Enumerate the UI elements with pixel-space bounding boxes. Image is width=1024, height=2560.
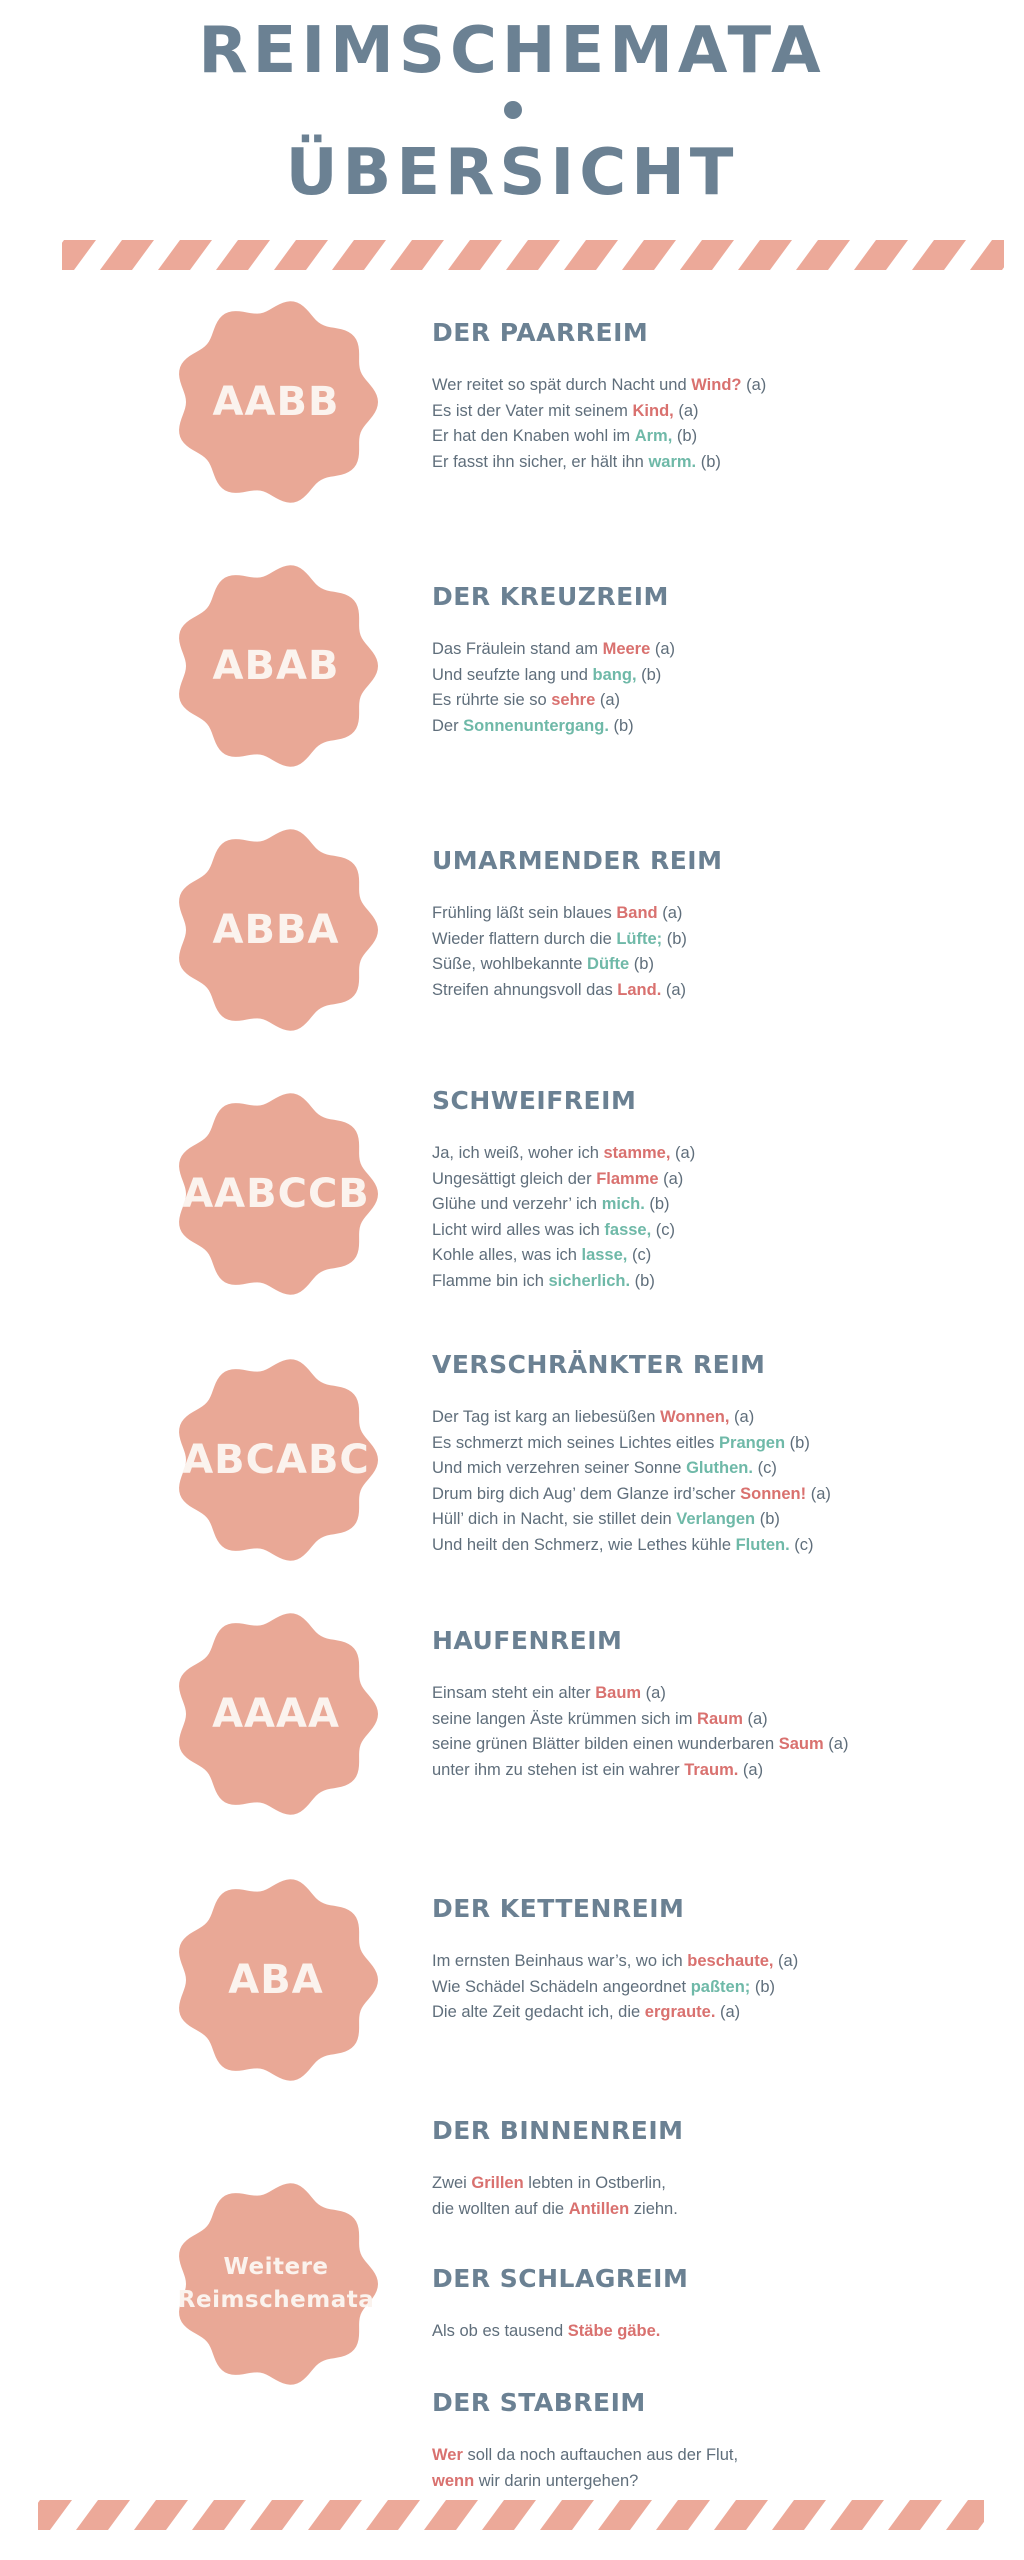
stripe [598, 2500, 652, 2530]
badge-aabb [172, 298, 380, 506]
poem-text: Und mich verzehren seiner Sonne [432, 1459, 687, 1478]
rhyme-word: bang, [592, 665, 637, 684]
badge-aaaa [172, 1610, 380, 1818]
rhyme-word: sicherlich. [548, 1271, 631, 1290]
poem-text: (a) [670, 1144, 696, 1162]
poem-line [432, 1431, 831, 1457]
badge-label: ABCABC [182, 1437, 370, 1483]
poem-text: Kohle alles, was ich [432, 1246, 582, 1265]
stripe [796, 240, 850, 270]
poem-text: Frühling läßt sein blaues [432, 904, 617, 922]
poem-text: unter ihm zu stehen ist ein wahrer [432, 1760, 685, 1779]
section-heading: HAUFENREIM [432, 1626, 623, 1655]
poem-lines [432, 2443, 738, 2494]
rhyme-word: fasse, [604, 1220, 652, 1239]
rhyme-word: Antillen [568, 2199, 630, 2218]
poem-text: (a) [661, 980, 687, 999]
poem-lines [432, 1949, 798, 2026]
rhyme-word: Kind, [632, 401, 674, 420]
poem-line [432, 663, 675, 689]
poem-line [432, 2171, 684, 2197]
poem-text: Im ernsten Beinhaus war’s, wo ich [432, 1952, 688, 1970]
poem-text: Zwei [432, 2174, 472, 2192]
poem-text: Drum birg dich Aug’ dem Glanze ird’scher [432, 1484, 741, 1503]
badge-label: AAAA [212, 1691, 340, 1737]
poem-text: (b) [636, 665, 662, 684]
poem-text: (b) [662, 929, 687, 948]
rhyme-word: stamme, [603, 1144, 671, 1162]
section-stabreim [432, 2388, 738, 2494]
poem-line [432, 1533, 831, 1559]
poem-line [432, 450, 766, 476]
stripe [332, 240, 386, 270]
rhyme-word: Meere [602, 640, 651, 658]
poem-text: (b) [672, 427, 698, 446]
poem-text: Hüll’ dich in Nacht, sie stillet dein [432, 1510, 677, 1529]
section-umarmender-reim [432, 846, 722, 1003]
rhyme-word: Land. [617, 980, 662, 999]
poem-text: Süße, wohlbekannte [432, 955, 588, 974]
poem-text: (c) [752, 1459, 777, 1478]
section-haufenreim [432, 1626, 848, 1783]
poem-text: Er fasst ihn sicher, er hält ihn [432, 452, 649, 471]
poem-lines [432, 2319, 688, 2345]
poem-text: (a) [715, 2003, 741, 2022]
section-heading: DER BINNENREIM [432, 2116, 684, 2145]
poem-text: (b) [644, 1195, 670, 1214]
rhyme-word: Lüfte; [616, 929, 663, 948]
stripe [390, 240, 444, 270]
rhyme-word: sehre [551, 691, 596, 710]
poem-text: seine grünen Blätter bilden einen wunderbaren [432, 1735, 779, 1754]
poem-text: lebten in Ostberlin, [523, 2174, 666, 2192]
poem-text: (b) [696, 452, 721, 471]
stripe [192, 2500, 246, 2530]
poem-line [432, 424, 766, 450]
stripe [946, 2500, 984, 2530]
poem-text: (b) [629, 955, 654, 974]
stripe [854, 240, 908, 270]
badge-abab [172, 562, 380, 770]
poem-line [432, 1732, 848, 1758]
poem-text: (a) [658, 1169, 684, 1188]
stripe [970, 240, 1004, 270]
rhyme-word: warm. [648, 452, 697, 471]
stripe [76, 2500, 130, 2530]
section-heading: DER PAARREIM [432, 318, 649, 347]
rhyme-word: Verlangen [676, 1510, 756, 1529]
poem-text: Streifen ahnungsvoll das [432, 980, 618, 999]
poem-text: Und seufzte lang und [432, 665, 593, 684]
stripe [274, 240, 328, 270]
poem-text: Ungesättigt gleich der [432, 1169, 597, 1188]
rhyme-word: Grillen [471, 2174, 524, 2192]
stripe [38, 2500, 72, 2530]
poem-text: (a) [595, 691, 620, 710]
rhyme-word: beschaute, [687, 1952, 774, 1970]
stripe [506, 240, 560, 270]
title-separator-dot [504, 101, 522, 119]
rhyme-word: Sonnen! [740, 1484, 807, 1503]
rhyme-word: Saum [778, 1735, 824, 1754]
stripe [540, 2500, 594, 2530]
poem-line [432, 1192, 695, 1218]
stripe [308, 2500, 362, 2530]
stripe [912, 240, 966, 270]
stripe [680, 240, 734, 270]
poem-line [432, 978, 722, 1004]
poem-line [432, 1707, 848, 1733]
poem-line [432, 1243, 695, 1269]
poem-text: (c) [651, 1220, 676, 1239]
poem-line [432, 1167, 695, 1193]
section-verschraenkter-reim [432, 1350, 831, 1559]
rhyme-word: Band [616, 904, 658, 922]
badge-label [172, 2180, 380, 2388]
badge-aabccb [172, 1090, 380, 1298]
poem-text: (a) [773, 1952, 799, 1970]
rhyme-word: Baum [595, 1684, 642, 1702]
stripe [134, 2500, 188, 2530]
poem-lines [432, 1141, 695, 1295]
poem-line [432, 901, 722, 927]
poem-text: (c) [627, 1246, 652, 1265]
stripe [830, 2500, 884, 2530]
rhyme-word: ergraute. [644, 2003, 716, 2022]
poem-text: Licht wird alles was ich [432, 1220, 605, 1239]
poem-text: wir darin untergehen? [474, 2471, 639, 2490]
poem-text: (a) [657, 904, 683, 922]
poem-text: ziehn. [629, 2199, 678, 2218]
rhyme-word: wenn [432, 2471, 475, 2490]
poem-line [432, 399, 766, 425]
rhyme-word: Traum. [684, 1760, 739, 1779]
section-schweifreim [432, 1086, 695, 1295]
poem-line [432, 2197, 684, 2223]
section-binnenreim [432, 2116, 684, 2222]
rhyme-word: Düfte [587, 955, 630, 974]
poem-lines [432, 637, 675, 739]
poem-text: Und heilt den Schmerz, wie Lethes kühle [432, 1535, 736, 1554]
poem-text: Glühe und verzehr’ ich [432, 1195, 602, 1214]
poem-line [432, 688, 675, 714]
stripe [62, 240, 96, 270]
stripe [100, 240, 154, 270]
poem-text: (a) [673, 401, 699, 420]
poem-text: Das Fräulein stand am [432, 640, 603, 658]
poem-line [432, 1949, 798, 1975]
badge-aba [172, 1876, 380, 2084]
poem-text: Als ob es tausend [432, 2322, 568, 2340]
poem-text: (a) [738, 1760, 764, 1779]
stripe [424, 2500, 478, 2530]
poem-lines [432, 901, 722, 1003]
badge-label: AABCCB [182, 1171, 370, 1217]
poem-text: soll da noch auftauchen aus der Flut, [462, 2446, 739, 2464]
poem-line [432, 1405, 831, 1431]
rhyme-word: lasse, [581, 1246, 628, 1265]
section-heading: UMARMENDER REIM [432, 846, 723, 875]
section-heading: DER KREUZREIM [432, 582, 669, 611]
badge-label: ABA [228, 1957, 324, 2003]
section-kettenreim [432, 1894, 798, 2026]
stripe [738, 240, 792, 270]
poem-text: seine langen Äste krümmen sich im [432, 1709, 698, 1728]
stripe [656, 2500, 710, 2530]
poem-text: (a) [650, 640, 676, 658]
section-heading: VERSCHRÄNKTER REIM [432, 1350, 766, 1379]
poem-text: (c) [789, 1535, 814, 1554]
rhyme-word: Fluten. [735, 1535, 790, 1554]
poem-text: (a) [641, 1684, 666, 1702]
poem-line [432, 1141, 695, 1167]
stripe-divider-top [62, 240, 1004, 270]
rhyme-word: Stäbe gäbe. [567, 2322, 661, 2340]
rhyme-word: Wer [432, 2446, 463, 2464]
poem-line [432, 714, 675, 740]
stripe [888, 2500, 942, 2530]
rhyme-word: Wonnen, [660, 1408, 730, 1426]
poem-text: Die alte Zeit gedacht ich, die [432, 2003, 645, 2022]
badge-label: AABB [212, 379, 340, 425]
section-schlagreim [432, 2264, 688, 2345]
poem-text: (a) [741, 376, 767, 394]
poem-line [432, 952, 722, 978]
poem-text: Wieder flattern durch die [432, 929, 617, 948]
poem-line [432, 2319, 688, 2345]
stripe [250, 2500, 304, 2530]
section-paarreim [432, 318, 766, 475]
poem-lines [432, 373, 766, 475]
section-heading: SCHWEIFREIM [432, 1086, 637, 1115]
rhyme-word: mich. [601, 1195, 645, 1214]
poem-line [432, 637, 675, 663]
poem-line [432, 1975, 798, 2001]
poem-text: Ja, ich weiß, woher ich [432, 1144, 604, 1162]
section-heading: DER SCHLAGREIM [432, 2264, 689, 2293]
badge-abcabc [172, 1356, 380, 1564]
poem-text: Der Tag ist karg an liebesüßen [432, 1408, 661, 1426]
stripe [714, 2500, 768, 2530]
poem-line [432, 1758, 848, 1784]
stripe [216, 240, 270, 270]
page-title-line2: ÜBERSICHT [285, 136, 739, 210]
poem-text: (a) [742, 1709, 768, 1728]
poem-lines [432, 1681, 848, 1783]
poem-text: Es rührte sie so [432, 691, 552, 710]
poem-line [432, 373, 766, 399]
poem-text: (b) [755, 1510, 780, 1529]
stripe [366, 2500, 420, 2530]
badge-abba [172, 826, 380, 1034]
poem-text: (b) [608, 716, 634, 735]
stripe [564, 240, 618, 270]
poem-line [432, 1218, 695, 1244]
poem-line [432, 2000, 798, 2026]
poem-text: die wollten auf die [432, 2199, 569, 2218]
stripe [158, 240, 212, 270]
poem-text: Wie Schädel Schädeln angeordnet [432, 1977, 691, 1996]
poem-line [432, 2443, 738, 2469]
poem-text: (b) [785, 1433, 810, 1452]
rhyme-word: Prangen [719, 1433, 786, 1452]
rhyme-word: paßten; [690, 1977, 751, 1996]
poem-line [432, 1507, 831, 1533]
poem-line [432, 927, 722, 953]
section-heading: DER STABREIM [432, 2388, 646, 2417]
rhyme-word: Flamme [596, 1169, 659, 1188]
poem-text: Wer reitet so spät durch Nacht und [432, 376, 692, 394]
poem-text: Flamme bin ich [432, 1271, 549, 1290]
badge-label-line2: Reimschemata [177, 2287, 375, 2313]
rhyme-word: Arm, [634, 427, 673, 446]
stripe [772, 2500, 826, 2530]
poem-text: Es schmerzt mich seines Lichtes eitles [432, 1433, 720, 1452]
badge-label-line1: Weitere [223, 2254, 329, 2280]
poem-text: (b) [630, 1271, 655, 1290]
page-title-line1: REIMSCHEMATA [198, 14, 826, 88]
stripe [482, 2500, 536, 2530]
rhyme-word: Raum [697, 1709, 743, 1728]
stripe [448, 240, 502, 270]
poem-line [432, 1269, 695, 1295]
stripe-divider-bottom [38, 2500, 984, 2530]
badge-label: ABAB [212, 643, 340, 689]
poem-text: (a) [729, 1408, 755, 1426]
poem-text: Er hat den Knaben wohl im [432, 427, 635, 446]
poem-line [432, 1681, 848, 1707]
rhyme-word: Gluthen. [686, 1459, 753, 1478]
poem-lines [432, 1405, 831, 1559]
poem-line [432, 1456, 831, 1482]
rhyme-word: Sonnenuntergang. [463, 716, 609, 735]
poem-text: Es ist der Vater mit seinem [432, 401, 633, 420]
section-heading: DER KETTENREIM [432, 1894, 685, 1923]
poem-text: (a) [823, 1735, 849, 1754]
poem-text: Einsam steht ein alter [432, 1684, 596, 1702]
poem-text: (b) [750, 1977, 776, 1996]
poem-lines [432, 2171, 684, 2222]
poem-text: (a) [806, 1484, 831, 1503]
poem-text: Der [432, 716, 464, 735]
stripe [622, 240, 676, 270]
poem-line [432, 1482, 831, 1508]
section-kreuzreim [432, 582, 675, 739]
badge-weitere-reimschemata [172, 2180, 380, 2388]
rhyme-word: Wind? [691, 376, 742, 394]
poem-line [432, 2469, 738, 2495]
badge-label: ABBA [212, 907, 340, 953]
